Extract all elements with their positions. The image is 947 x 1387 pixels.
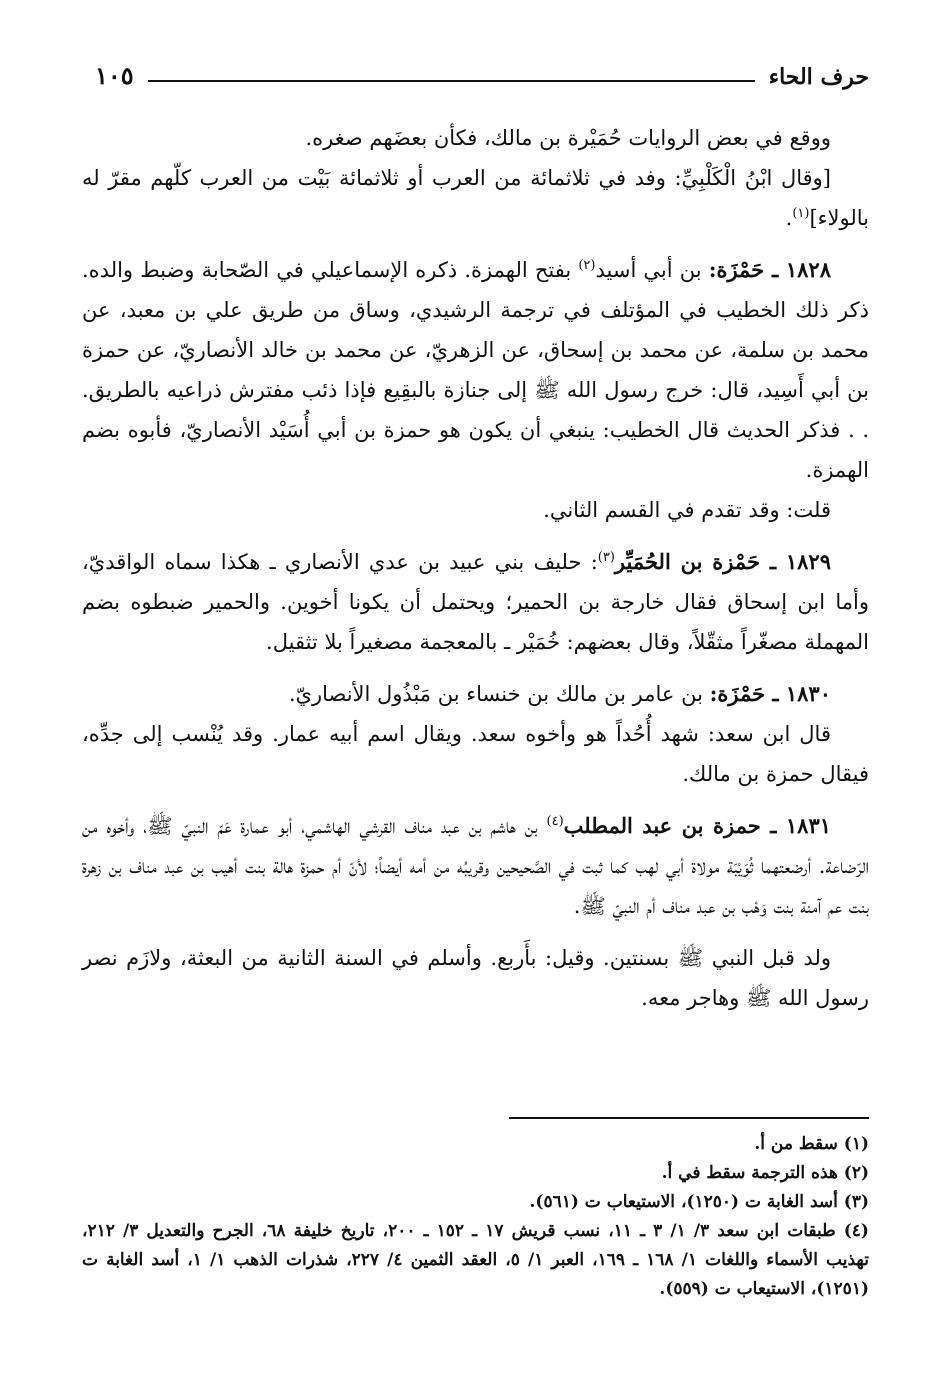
entry-1830: ١٨٣٠ ـ حَمْزَة: بن عامر بن مالك بن خنساء بن مَبْذُول الأنصاريّ. [288,681,831,706]
paragraph: قال ابن سعد: شهد أُحُداً هو وأخوه سعد. ويقال اسم أبيه عمار. وقد يُنْسب إلى جدِّه، فيقال حمزة بن مالك. [82,722,869,786]
footnote-ref: (٤) [546,814,564,829]
footnotes [82,1130,869,1304]
footnote: (٢) هذه الترجمة سقط في أ. [661,1163,869,1183]
entry-1828: ١٨٢٨ ـ حَمْزَة: بن أبي أسيد$^{(٢)}$ بفتح الهمزة. ذكره الإسماعيلي في الصّحابة وضبط والده. ذكر ذلك الخطيب في المؤتلف في ترجمة الرشيدي، وساق من طريق علي بن معبد، عن محمد بن سلمة، عن محمد بن إسحاق، عن الزهريّ، عن محمد بن خالد الأنصاريّ، عن حمزة بن أبي أَسِيد، قال: خرج رسول الله ﷺ إلى جنازة بالبقِيع فإذا ذئب مفترش ذراعيه بالطريق. . . فذكر الحديث قال الخطيب: ينبغي أن يكون هو حمزة بن أبي أُسَيْد الأنصاريّ، فأبوه بضم الهمزة. [82,257,869,482]
page-header [95,56,869,90]
paragraph: قلت: وقد تقدم في القسم الثاني. [543,498,831,522]
entry-1831: ١٨٣١ ـ حمزة بن عبد المطلب$^{(٤)}$ بن هاشم بن عبد مناف القرشي الهاشمي، أبو عمارة عَمّ النبيّ ﷺ، وأخوه من الرّضاعة. أرضعتهما ثُوَيْبَة مولاة أبي لهب كما ثبت في الصَّحيحين وقريبُه من أمه أيضاً؛ لأنّ أم حمزة هالة بنت أهيب بن عبد مناف بن زهرة بنت عم آمنة بنت وَهْب بن عبد مناف أم النبيّ ﷺ. [82,813,869,918]
entry-heading: ١٨٣١ ـ حمزة بن عبد المطلب [563,813,832,838]
entry-heading: ١٨٣٠ ـ حَمْزَة: [709,681,831,706]
paragraph: [وقال ابْنُ الْكَلْبِيِّ: وفد في ثلاثمائة من العرب أو ثلاثمائة بَيْت من العرب كلّهم مقرّ له بالولاء]$^{(١)}$. [82,166,869,230]
footnote-separator [509,1117,869,1119]
running-title: حرف الحاء [768,64,869,90]
entry-heading: ١٨٢٩ ـ حَمْزة بن الحُمَيِّر [614,549,831,574]
footnote: (١) سقط من أ. [754,1134,869,1154]
main-text [82,118,869,1018]
footnote-ref: (٣) [597,550,615,565]
paragraph: ولد قبل النبي ﷺ بسنتين. وقيل: بأَربع. وأسلم في السنة الثانية من البعثة، ولازَم نصر رسول الله ﷺ وهاجر معه. [82,946,869,1010]
page-number: ١٠٥ [95,61,134,90]
header-rule [148,80,755,82]
footnote-ref: (٢) [578,258,596,273]
footnote: (٤) طبقات ابن سعد ٣/ ١/ ٣ ـ ١١، نسب قريش ١٧ ـ ١٥٢ ـ ٢٠٠، تاريخ خليفة ٦٨، الجرح والتعديل ٣/ ٢١٢، تهذيب الأسماء واللغات ١/ ١٦٨ ـ ١٦٩، العبر ١/ ٥، العقد الثمين ٤/ ٢٢٧، شذرات الذهب ١/ ١، أسد الغابة ت (١٢٥١)، الاستيعاب ت (٥٥٩). [82,1221,869,1299]
entry-heading: ١٨٢٨ ـ حَمْزَة: [708,257,831,282]
paragraph: ووقع في بعض الروايات حُمَيْرة بن مالك، فكأن بعضَهم صغره. [305,126,831,150]
footnote-ref: (١) [792,206,810,221]
footnote: (٣) أسد الغابة ت (١٢٥٠)، الاستيعاب ت (٥٦١). [529,1192,869,1212]
entry-1829: ١٨٢٩ ـ حَمْزة بن الحُمَيِّر$^{(٣)}$: حليف بني عبيد بن عدي الأنصاري ـ هكذا سماه الواقديّ، وأما ابن إسحاق فقال خارجة بن الحمير؛ ويحتمل أن يكونا أخوين. والحمير ضبطوه بضم المهملة مصغّراً مثقّلاً، وقال بعضهم: خُمَيْر ـ بالمعجمة مصغيراً بلا تثقيل. [82,549,869,654]
